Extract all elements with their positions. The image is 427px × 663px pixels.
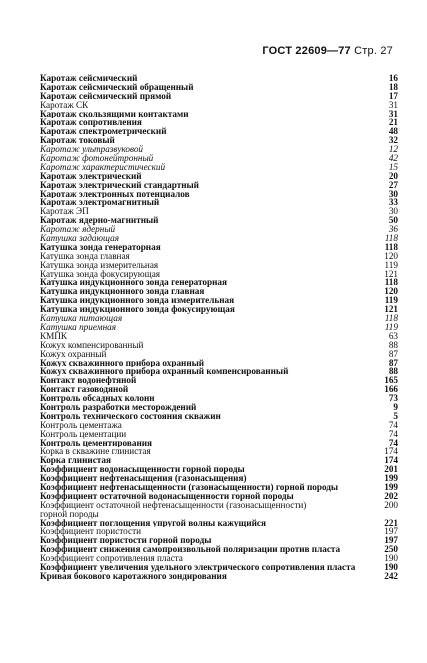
- index-page-number: 174: [384, 455, 398, 466]
- index-entry: [40, 430, 398, 439]
- index-term: Катушка индукционного зонда главная: [40, 287, 205, 297]
- index-entry: [40, 278, 398, 287]
- index-term: Каротаж сейсмический: [40, 74, 138, 83]
- index-term: Катушка питающая: [40, 314, 123, 323]
- index-page-number: 119: [384, 259, 398, 270]
- index-entry: [40, 554, 398, 563]
- index-entry: [40, 243, 398, 252]
- index-page-number: 200: [384, 499, 398, 510]
- index-page-number: 36: [388, 224, 398, 235]
- index-page-number: 120: [384, 250, 398, 261]
- index-page-number: 17: [388, 90, 398, 101]
- index-entry: [40, 385, 398, 394]
- index-entry: [40, 323, 398, 332]
- index-entry: [40, 172, 398, 181]
- index-term: Коэффициент остаточной водонасыщенности горной породы: [40, 491, 294, 501]
- index-term: Каротаж сейсмический обращенный: [40, 82, 194, 92]
- index-page-number: 197: [384, 535, 398, 546]
- index-term: Корка глинистая: [40, 456, 111, 466]
- index-page-number: 120: [384, 286, 398, 297]
- index-entry: [40, 563, 398, 572]
- index-page-number: 50: [388, 215, 398, 226]
- index-entry: [40, 270, 398, 279]
- index-page-number: 16: [388, 73, 398, 83]
- index-entry: [40, 252, 398, 261]
- index-entry: [40, 234, 398, 243]
- index-term: Кожух охранный: [40, 349, 107, 359]
- index-entry: [40, 314, 398, 323]
- index-page-number: 5: [393, 410, 398, 421]
- index-entry: [40, 510, 398, 519]
- index-page-number: 119: [384, 295, 398, 306]
- index-term: Каротаж электрический стандартный: [40, 180, 199, 190]
- index-entry: [40, 287, 398, 296]
- index-page-number: 74: [388, 419, 398, 430]
- index-entry: [40, 110, 398, 119]
- index-entry: [40, 350, 398, 359]
- index-entry: [40, 367, 398, 376]
- index-page-number: 190: [384, 561, 398, 572]
- index-entry: [40, 483, 398, 492]
- index-entry: [40, 394, 398, 403]
- index-page-number: 87: [388, 357, 398, 368]
- index-term: Контроль обсадных колонн: [40, 394, 155, 403]
- index-page-number: 199: [384, 473, 398, 484]
- index-term: Коэффициент остаточной нефтенасыщенности (газонасыщенности): [40, 500, 307, 510]
- index-entry: [40, 181, 398, 190]
- index-term: Коэффициент пористости: [40, 527, 141, 537]
- index-page-number: 118: [384, 277, 398, 288]
- index-entry: [40, 92, 398, 101]
- index-page-number: 118: [384, 233, 398, 244]
- index-term: Каротаж сейсмический прямой: [40, 91, 172, 101]
- index-page-number: 31: [388, 99, 398, 110]
- index-term: Катушка зонда измерительная: [40, 260, 159, 270]
- index-term: Кожух скважинного прибора охранный компенсированный: [40, 367, 289, 377]
- index-term: Контакт газоводяной: [40, 385, 129, 395]
- index-entry: [40, 492, 398, 501]
- page-header: [262, 45, 393, 57]
- index-term: Коэффициент снижения самопроизвольной поляризации против пласта: [40, 545, 341, 555]
- index-page-number: 121: [384, 268, 398, 279]
- index-term: Катушка приемная: [40, 322, 116, 332]
- index-entry: [40, 465, 398, 474]
- index-entry: [40, 145, 398, 154]
- index-page-number: 121: [384, 304, 398, 315]
- index-term: Коэффициент сопротивления пласта: [40, 554, 183, 563]
- index-entry: [40, 74, 398, 83]
- index-list: [40, 74, 398, 581]
- index-entry: [40, 527, 398, 536]
- index-entry: [40, 305, 398, 314]
- index-page-number: 197: [384, 526, 398, 537]
- index-entry: [40, 474, 398, 483]
- index-term: Каротаж ядерно-магнитный: [40, 216, 159, 226]
- index-page-number: 30: [388, 206, 398, 217]
- index-term: Кожух компенсированный: [40, 340, 144, 350]
- index-term: Коэффициент пористости горной породы: [40, 536, 212, 546]
- index-page-number: 32: [388, 135, 398, 146]
- index-term: Контроль цементажа: [40, 420, 122, 430]
- index-term: Коэффициент нефтенасыщенности (газонасыщенности) горной породы: [40, 482, 339, 492]
- index-page-number: 33: [388, 197, 398, 208]
- index-term: Каротаж ультразвуковой: [40, 145, 144, 155]
- index-term: Каротаж токовый: [40, 136, 115, 146]
- index-term: горной породы: [40, 509, 99, 519]
- index-entry: [40, 190, 398, 199]
- index-term: Коэффициент нефтенасыщения (газонасыщения): [40, 474, 247, 483]
- index-entry: [40, 296, 398, 305]
- index-page-number: 42: [388, 153, 398, 164]
- index-entry: [40, 403, 398, 412]
- index-term: Каротаж скользящими контактами: [40, 109, 189, 119]
- index-term: Коэффициент водонасыщенности горной породы: [40, 465, 245, 475]
- index-page-number: 88: [388, 339, 398, 350]
- index-term: Катушка зонда генераторная: [40, 242, 161, 252]
- index-term: Коэффициент поглощения упругой волны кажущийся: [40, 518, 266, 528]
- index-term: Каротаж характеристический: [40, 162, 166, 172]
- index-page-number: 21: [388, 117, 398, 128]
- index-page-number: 30: [388, 188, 398, 199]
- index-term: Катушка индукционного зонда фокусирующая: [40, 305, 235, 315]
- index-page-number: 15: [388, 161, 398, 172]
- index-term: Каротаж электрический: [40, 171, 142, 181]
- index-term: Каротаж СК: [40, 100, 89, 110]
- index-page-number: 199: [384, 481, 398, 492]
- index-term: Каротаж электромагнитный: [40, 198, 160, 208]
- index-page-number: 74: [388, 428, 398, 439]
- index-page-number: 221: [384, 517, 398, 528]
- index-term: Корка в скважине глинистая: [40, 447, 151, 457]
- index-page-number: 9: [393, 401, 398, 412]
- index-entry: [40, 118, 398, 127]
- index-entry: [40, 376, 398, 385]
- index-entry: [40, 127, 398, 136]
- index-page-number: 201: [384, 464, 398, 475]
- index-term: Контроль цементации: [40, 429, 127, 439]
- index-page-number: 242: [384, 570, 398, 581]
- index-term: КМПК: [40, 331, 68, 341]
- index-page-number: 174: [384, 446, 398, 457]
- index-entry: [40, 439, 398, 448]
- index-term: Каротаж фотонейтронный: [40, 154, 154, 163]
- index-term: Каротаж электронных потенциалов: [40, 189, 190, 199]
- index-term: Кривая бокового каротажного зондирования: [40, 571, 227, 581]
- index-entry: [40, 447, 398, 456]
- index-term: Контроль технического состояния скважин: [40, 411, 221, 421]
- index-page-number: 119: [384, 321, 398, 332]
- index-term: Контроль разработки месторождений: [40, 402, 197, 412]
- index-entry: [40, 225, 398, 234]
- index-entry: [40, 456, 398, 465]
- index-page-number: 73: [388, 393, 398, 404]
- gost-number: ГОСТ 22609—77: [262, 45, 351, 57]
- index-entry: [40, 545, 398, 554]
- index-term: Катушка задающая: [40, 234, 119, 243]
- index-page-number: 20: [388, 170, 398, 181]
- index-term: Каротаж ЭП: [40, 207, 89, 217]
- index-page-number: 31: [388, 108, 398, 119]
- index-term: Катушка индукционного зонда измерительная: [40, 296, 235, 306]
- index-page-number: 12: [388, 144, 398, 155]
- index-term: Кожух скважинного прибора охранный: [40, 358, 205, 368]
- index-term: Катушка зонда фокусирующая: [40, 269, 161, 279]
- index-term: Каротаж сопротивления: [40, 118, 142, 128]
- index-entry: [40, 341, 398, 350]
- index-entry: [40, 359, 398, 368]
- index-page-number: 74: [388, 437, 398, 448]
- index-page-number: 18: [388, 81, 398, 92]
- index-page-number: 87: [388, 348, 398, 359]
- index-entry: [40, 198, 398, 207]
- index-term: Контроль цементирования: [40, 438, 153, 448]
- index-entry: [40, 163, 398, 172]
- index-entry: [40, 207, 398, 216]
- index-page-number: 88: [388, 366, 398, 377]
- index-entry: [40, 83, 398, 92]
- index-term: Каротаж спектрометрический: [40, 127, 167, 137]
- index-entry: [40, 572, 398, 581]
- index-page-number: 190: [384, 553, 398, 564]
- index-term: Каротаж ядерный: [40, 225, 116, 235]
- index-page-number: 202: [384, 490, 398, 501]
- index-page-number: 165: [384, 375, 398, 386]
- index-page-number: 250: [384, 544, 398, 555]
- index-entry: [40, 154, 398, 163]
- index-page-number: 118: [384, 241, 398, 252]
- index-entry: [40, 536, 398, 545]
- index-entry: [40, 519, 398, 528]
- index-term: Коэффициент увеличения удельного электрического сопротивления пласта: [40, 562, 356, 572]
- index-entry: [40, 261, 398, 270]
- index-term: Катушка зонда главная: [40, 251, 130, 261]
- index-entry: [40, 412, 398, 421]
- index-entry: [40, 421, 398, 430]
- index-page-number: 48: [388, 126, 398, 137]
- index-entry: [40, 501, 398, 510]
- index-page-number: 63: [388, 330, 398, 341]
- index-page-number: 166: [384, 384, 398, 395]
- index-page-number: 118: [384, 313, 398, 324]
- index-entry: [40, 101, 398, 110]
- index-page-number: 27: [388, 179, 398, 190]
- index-term: Контакт водонефтяной: [40, 376, 137, 386]
- page-number: Стр. 27: [354, 45, 393, 57]
- index-term: Катушка индукционного зонда генераторная: [40, 278, 227, 288]
- index-entry: [40, 216, 398, 225]
- index-entry: [40, 332, 398, 341]
- index-entry: [40, 136, 398, 145]
